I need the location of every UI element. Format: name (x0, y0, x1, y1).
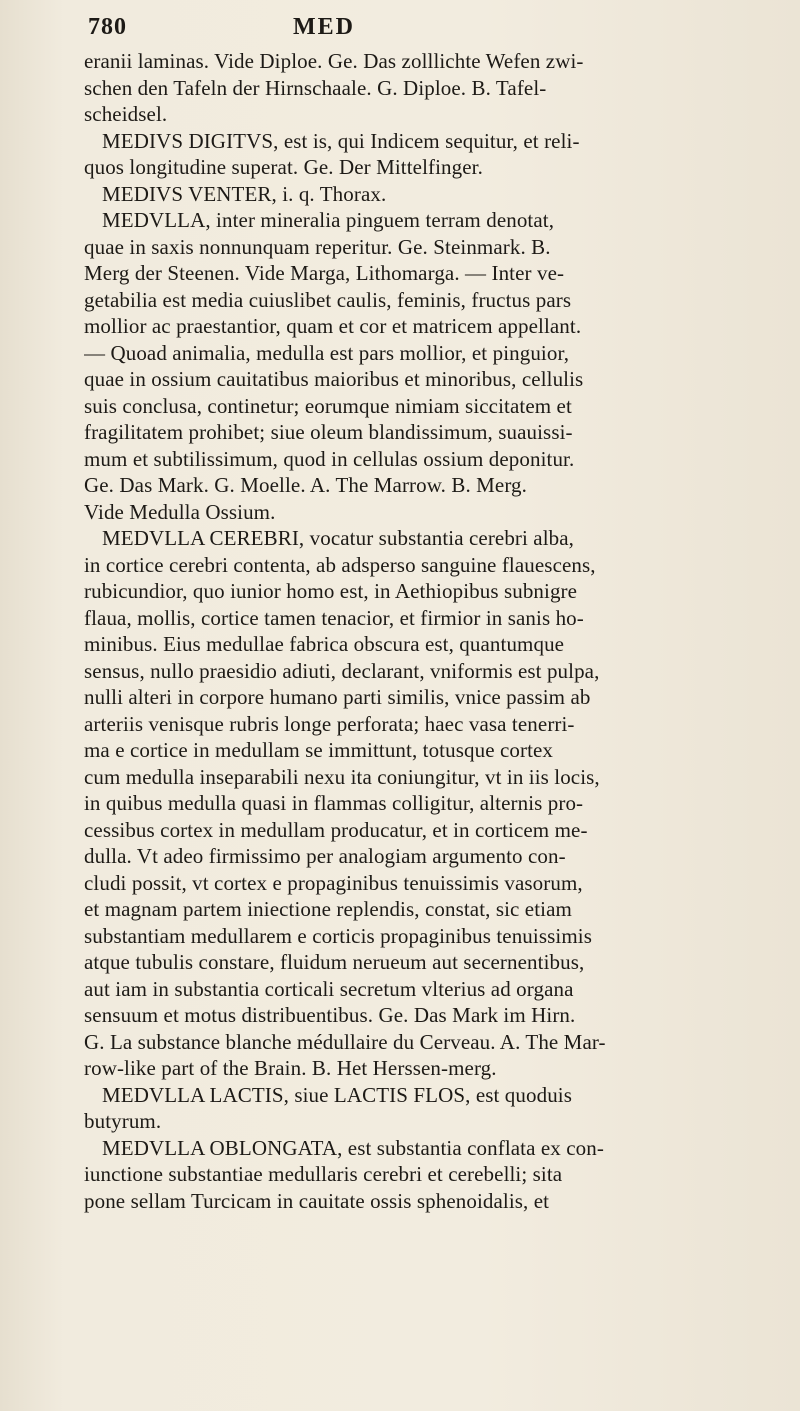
dictionary-text (84, 48, 774, 1214)
text-line: cludi possit, vt cortex e propaginibus tenuissimis vasorum, (84, 870, 583, 895)
text-line: G. La substance blanche médullaire du Cerveau. A. The Mar- (84, 1029, 606, 1054)
text-line: substantiam medullarem e corticis propaginibus tenuissimis (84, 923, 592, 948)
text-line: Ge. Das Mark. G. Moelle. A. The Marrow. B. Merg. (84, 473, 528, 497)
text-line: suis conclusa, continetur; eorumque nimiam siccitatem et (84, 393, 572, 418)
text-line: ma e cortice in medullam se immittunt, totusque cortex (84, 738, 554, 762)
text-line: flaua, mollis, cortice tamen tenacior, et firmior in sanis ho- (84, 605, 584, 630)
text-line: aut iam in substantia corticali secretum vlterius ad organa (84, 976, 574, 1001)
text-line: minibus. Eius medullae fabrica obscura est, quantumque (84, 632, 565, 656)
entry-medius-venter: MEDIVS VENTER, i. q. Thorax. (102, 181, 387, 206)
text-line: sensus, nullo praesidio adiuti, declarant, vniformis est pulpa, (84, 658, 600, 683)
text-line: eranii laminas. Vide Diploe. Ge. Das zolllichte Wefen zwi- (84, 49, 584, 73)
text-line: atque tubulis constare, fluidum nerueum aut secernentibus, (84, 950, 585, 974)
text-line: in cortice cerebri contenta, ab adsperso sanguine flauescens, (84, 552, 596, 577)
text-line: schen den Tafeln der Hirnschaale. G. Diploe. B. Tafel- (84, 75, 547, 100)
text-line: sensuum et motus distribuentibus. Ge. Das Mark im Hirn. (84, 1003, 576, 1027)
text-line: fragilitatem prohibet; siue oleum blandissimum, suauissi- (84, 420, 573, 444)
text-line: Vide Medulla Ossium. (84, 499, 276, 524)
text-line: quos longitudine superat. Ge. Der Mittelfinger. (84, 155, 483, 179)
text-line: — Quoad animalia, medulla est pars mollior, et pinguior, (84, 340, 570, 365)
page-number: 780 (88, 14, 127, 40)
text-line: arteriis venisque rubris longe perforata; haec vasa tenerri- (84, 711, 575, 736)
entry-medius-digitus: MEDIVS DIGITVS, est is, qui Indicem sequitur, et reli- (102, 128, 580, 153)
entry-medulla-oblongata: MEDVLLA OBLONGATA, est substantia conflata ex con- (102, 1135, 604, 1160)
text-line: nulli alteri in corpore humano parti similis, vnice passim ab (84, 685, 591, 709)
entry-medulla-lactis: MEDVLLA LACTIS, siue LACTIS FLOS, est quoduis (102, 1082, 573, 1107)
text-line: et magnam partem iniectione replendis, constat, sic etiam (84, 897, 572, 921)
text-line: rubicundior, quo iunior homo est, in Aethiopibus subnigre (84, 579, 578, 603)
text-line: pone sellam Turcicam in cauitate ossis sphenoidalis, et (84, 1188, 550, 1213)
text-line: Merg der Steenen. Vide Marga, Lithomarga. — Inter ve- (84, 261, 565, 285)
text-line: getabilia est media cuiuslibet caulis, feminis, fructus pars (84, 287, 572, 312)
text-line: quae in ossium cauitatibus maioribus et minoribus, cellulis (84, 367, 584, 391)
text-line: quae in saxis nonnunquam reperitur. Ge. Steinmark. B. (84, 234, 551, 259)
page-header (88, 14, 708, 44)
text-line: cum medulla inseparabili nexu ita coniungitur, vt in iis locis, (84, 764, 600, 789)
text-line: in quibus medulla quasi in flammas colligitur, alternis pro- (84, 791, 584, 815)
text-line: mollior ac praestantior, quam et cor et matricem appellant. (84, 314, 582, 338)
entry-medulla-cerebri: MEDVLLA CEREBRI, vocatur substantia cerebri alba, (102, 526, 575, 550)
text-line: scheidsel. (84, 102, 168, 126)
running-head: MED (293, 14, 355, 40)
text-line: mum et subtilissimum, quod in cellulas ossium deponitur. (84, 446, 575, 471)
text-line: cessibus cortex in medullam producatur, et in corticem me- (84, 817, 588, 842)
text-line: butyrum. (84, 1109, 162, 1133)
text-line: iunctione substantiae medullaris cerebri et cerebelli; sita (84, 1162, 563, 1186)
text-line: row-like part of the Brain. B. Het Herssen-merg. (84, 1056, 497, 1080)
text-line: dulla. Vt adeo firmissimo per analogiam argumento con- (84, 844, 566, 868)
entry-medulla: MEDVLLA, inter mineralia pinguem terram denotat, (102, 208, 555, 232)
